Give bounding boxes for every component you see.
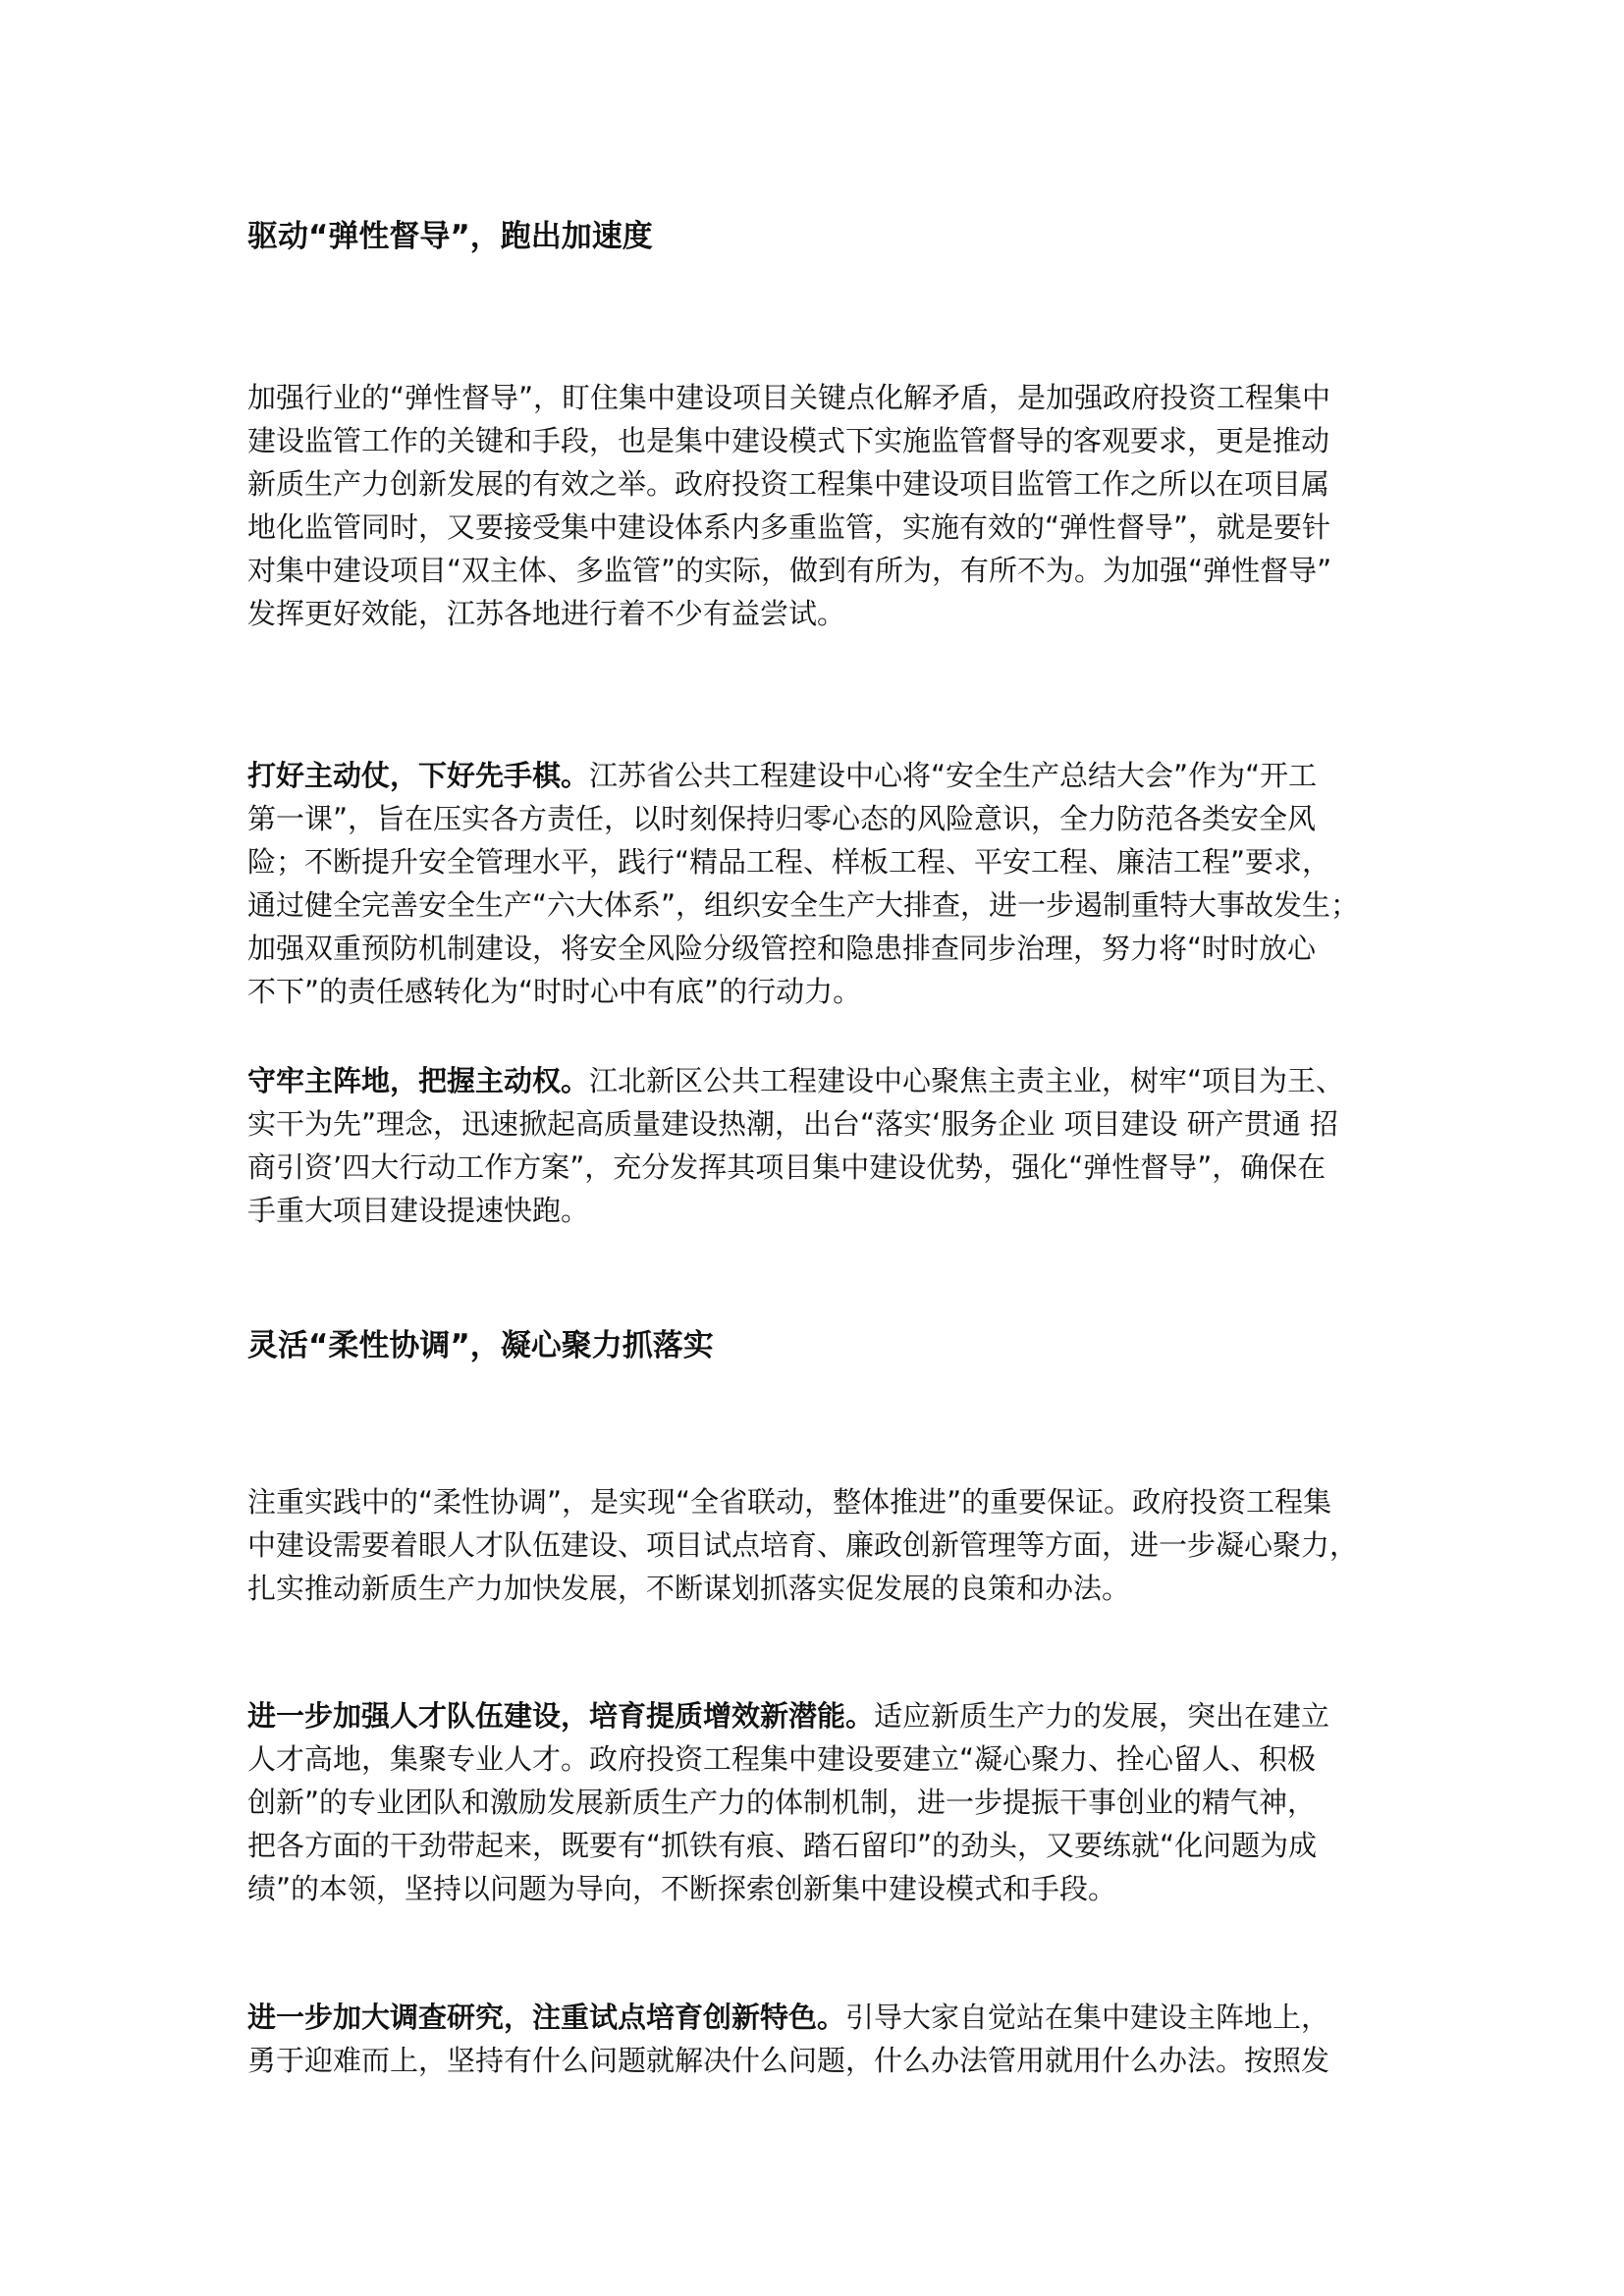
paragraph-lead: 进一步加大调查研究，注重试点培育创新特色。	[247, 2001, 846, 2034]
paragraph-text: 地化监管同时，又要接受集中建设体系内多重监管，实施有效的“弹性督导”，就是要针	[247, 510, 1331, 544]
paragraph-text: 险；不断提升安全管理水平，践行“精品工程、样板工程、平安工程、廉洁工程”要求，	[247, 845, 1331, 879]
paragraph-text: 新质生产力创新发展的有效之举。政府投资工程集中建设项目监管工作之所以在项目属	[247, 467, 1330, 501]
paragraph-text: 中建设需要着眼人才队伍建设、项目试点培育、廉政创新管理等方面，进一步凝心聚力，	[247, 1528, 1359, 1562]
paragraph-text: 发挥更好效能，江苏各地进行着不少有益尝试。	[247, 597, 846, 630]
paragraph-line	[247, 1567, 1406, 1610]
paragraph-line	[247, 1059, 1406, 1102]
paragraph-line	[247, 376, 1406, 419]
paragraph-line	[247, 1867, 1406, 1910]
paragraph-text: 绩”的本领，坚持以问题为导向，不断探索创新集中建设模式和手段。	[247, 1872, 1117, 1905]
paragraph-text: 引导大家自觉站在集中建设主阵地上，	[845, 2001, 1330, 2034]
paragraph-text: 人才高地，集聚专业人才。政府投资工程集中建设要建立“凝心聚力、拴心留人、积极	[247, 1742, 1317, 1776]
paragraph-line	[247, 840, 1406, 883]
paragraph	[247, 1480, 1406, 1610]
paragraph-line	[247, 1146, 1406, 1189]
paragraph-text: 通过健全完善安全生产“六大体系”，组织安全生产大排查，进一步遏制重特大事故发生；	[247, 888, 1360, 922]
paragraph-line	[247, 1694, 1406, 1737]
paragraph-line	[247, 419, 1406, 462]
paragraph-text: 不下”的责任感转化为“时时心中有底”的行动力。	[247, 975, 862, 1008]
paragraph-text: 加强双重预防机制建设，将安全风险分级管控和隐患排查同步治理，努力将“时时放心	[247, 932, 1317, 965]
paragraph-text: 适应新质生产力的发展，突出在建立	[874, 1699, 1330, 1733]
paragraph-line	[247, 754, 1406, 797]
paragraph-line	[247, 797, 1406, 840]
paragraph-line	[247, 1189, 1406, 1232]
paragraph-text: 对集中建设项目“双主体、多监管”的实际，做到有所为，有所不为。为加强“弹性督导”	[247, 554, 1332, 587]
paragraph-line	[247, 1480, 1406, 1523]
paragraph-text: 手重大项目建设提速快跑。	[247, 1194, 590, 1227]
paragraph-line	[247, 462, 1406, 506]
paragraph-line	[247, 549, 1406, 592]
paragraph-text: 把各方面的干劲带起来，既要有“抓铁有痕、踏石留印”的劲头，又要练就“化问题为成	[247, 1829, 1318, 1862]
paragraph-text: 扎实推动新质生产力加快发展，不断谋划抓落实促发展的良策和办法。	[247, 1572, 1131, 1605]
paragraph-text: 第一课”，旨在压实各方责任，以时刻保持归零心态的风险意识，全力防范各类安全风	[247, 802, 1317, 835]
paragraph	[247, 1694, 1406, 1910]
paragraph	[247, 1059, 1406, 1232]
section-heading: 灵活“柔性协调”，凝心聚力抓落实	[247, 1328, 714, 1363]
paragraph-lead: 进一步加强人才队伍建设，培育提质增效新潜能。	[247, 1699, 875, 1733]
paragraph-text: 加强行业的“弹性督导”，盯住集中建设项目关键点化解矛盾，是加强政府投资工程集中	[247, 381, 1331, 414]
paragraph-line	[247, 927, 1406, 970]
section-heading: 驱动“弹性督导”，跑出加速度	[247, 219, 653, 254]
paragraph-text: 实干为先”理念，迅速掀起高质量建设热潮，出台“落实‘服务企业 项目建设 研产贯通 招	[247, 1107, 1338, 1141]
paragraph-text: 建设监管工作的关键和手段，也是集中建设模式下实施监管督导的客观要求，更是推动	[247, 424, 1330, 457]
paragraph-line	[247, 970, 1406, 1013]
paragraph	[247, 754, 1406, 1013]
paragraph-line	[247, 1737, 1406, 1781]
paragraph-line	[247, 2039, 1406, 2082]
paragraph-line	[247, 506, 1406, 549]
paragraph-text: 江北新区公共工程建设中心聚焦主责主业，树牢“项目为王、	[589, 1064, 1345, 1097]
paragraph-line	[247, 1996, 1406, 2039]
paragraph-line	[247, 1523, 1406, 1567]
paragraph-line	[247, 592, 1406, 635]
paragraph-text: 商引资’四大行动工作方案”，充分发挥其项目集中建设优势，强化“弹性督导”，确保在	[247, 1150, 1326, 1184]
paragraph-lead: 打好主动仗，下好先手棋。	[247, 759, 590, 792]
paragraph-lead: 守牢主阵地，把握主动权。	[247, 1064, 590, 1097]
paragraph	[247, 376, 1406, 635]
paragraph-text: 勇于迎难而上，坚持有什么问题就解决什么问题，什么办法管用就用什么办法。按照发	[247, 2044, 1330, 2077]
paragraph-line	[247, 1102, 1406, 1146]
paragraph-line	[247, 883, 1406, 927]
paragraph-text: 江苏省公共工程建设中心将“安全生产总结大会”作为“开工	[589, 759, 1318, 792]
paragraph-text: 创新”的专业团队和激励发展新质生产力的体制机制，进一步提振干事创业的精气神，	[247, 1786, 1317, 1819]
paragraph-line	[247, 1781, 1406, 1824]
paragraph-line	[247, 1824, 1406, 1867]
paragraph	[247, 1996, 1406, 2082]
paragraph-text: 注重实践中的“柔性协调”，是实现“全省联动，整体推进”的重要保证。政府投资工程集	[247, 1485, 1332, 1519]
